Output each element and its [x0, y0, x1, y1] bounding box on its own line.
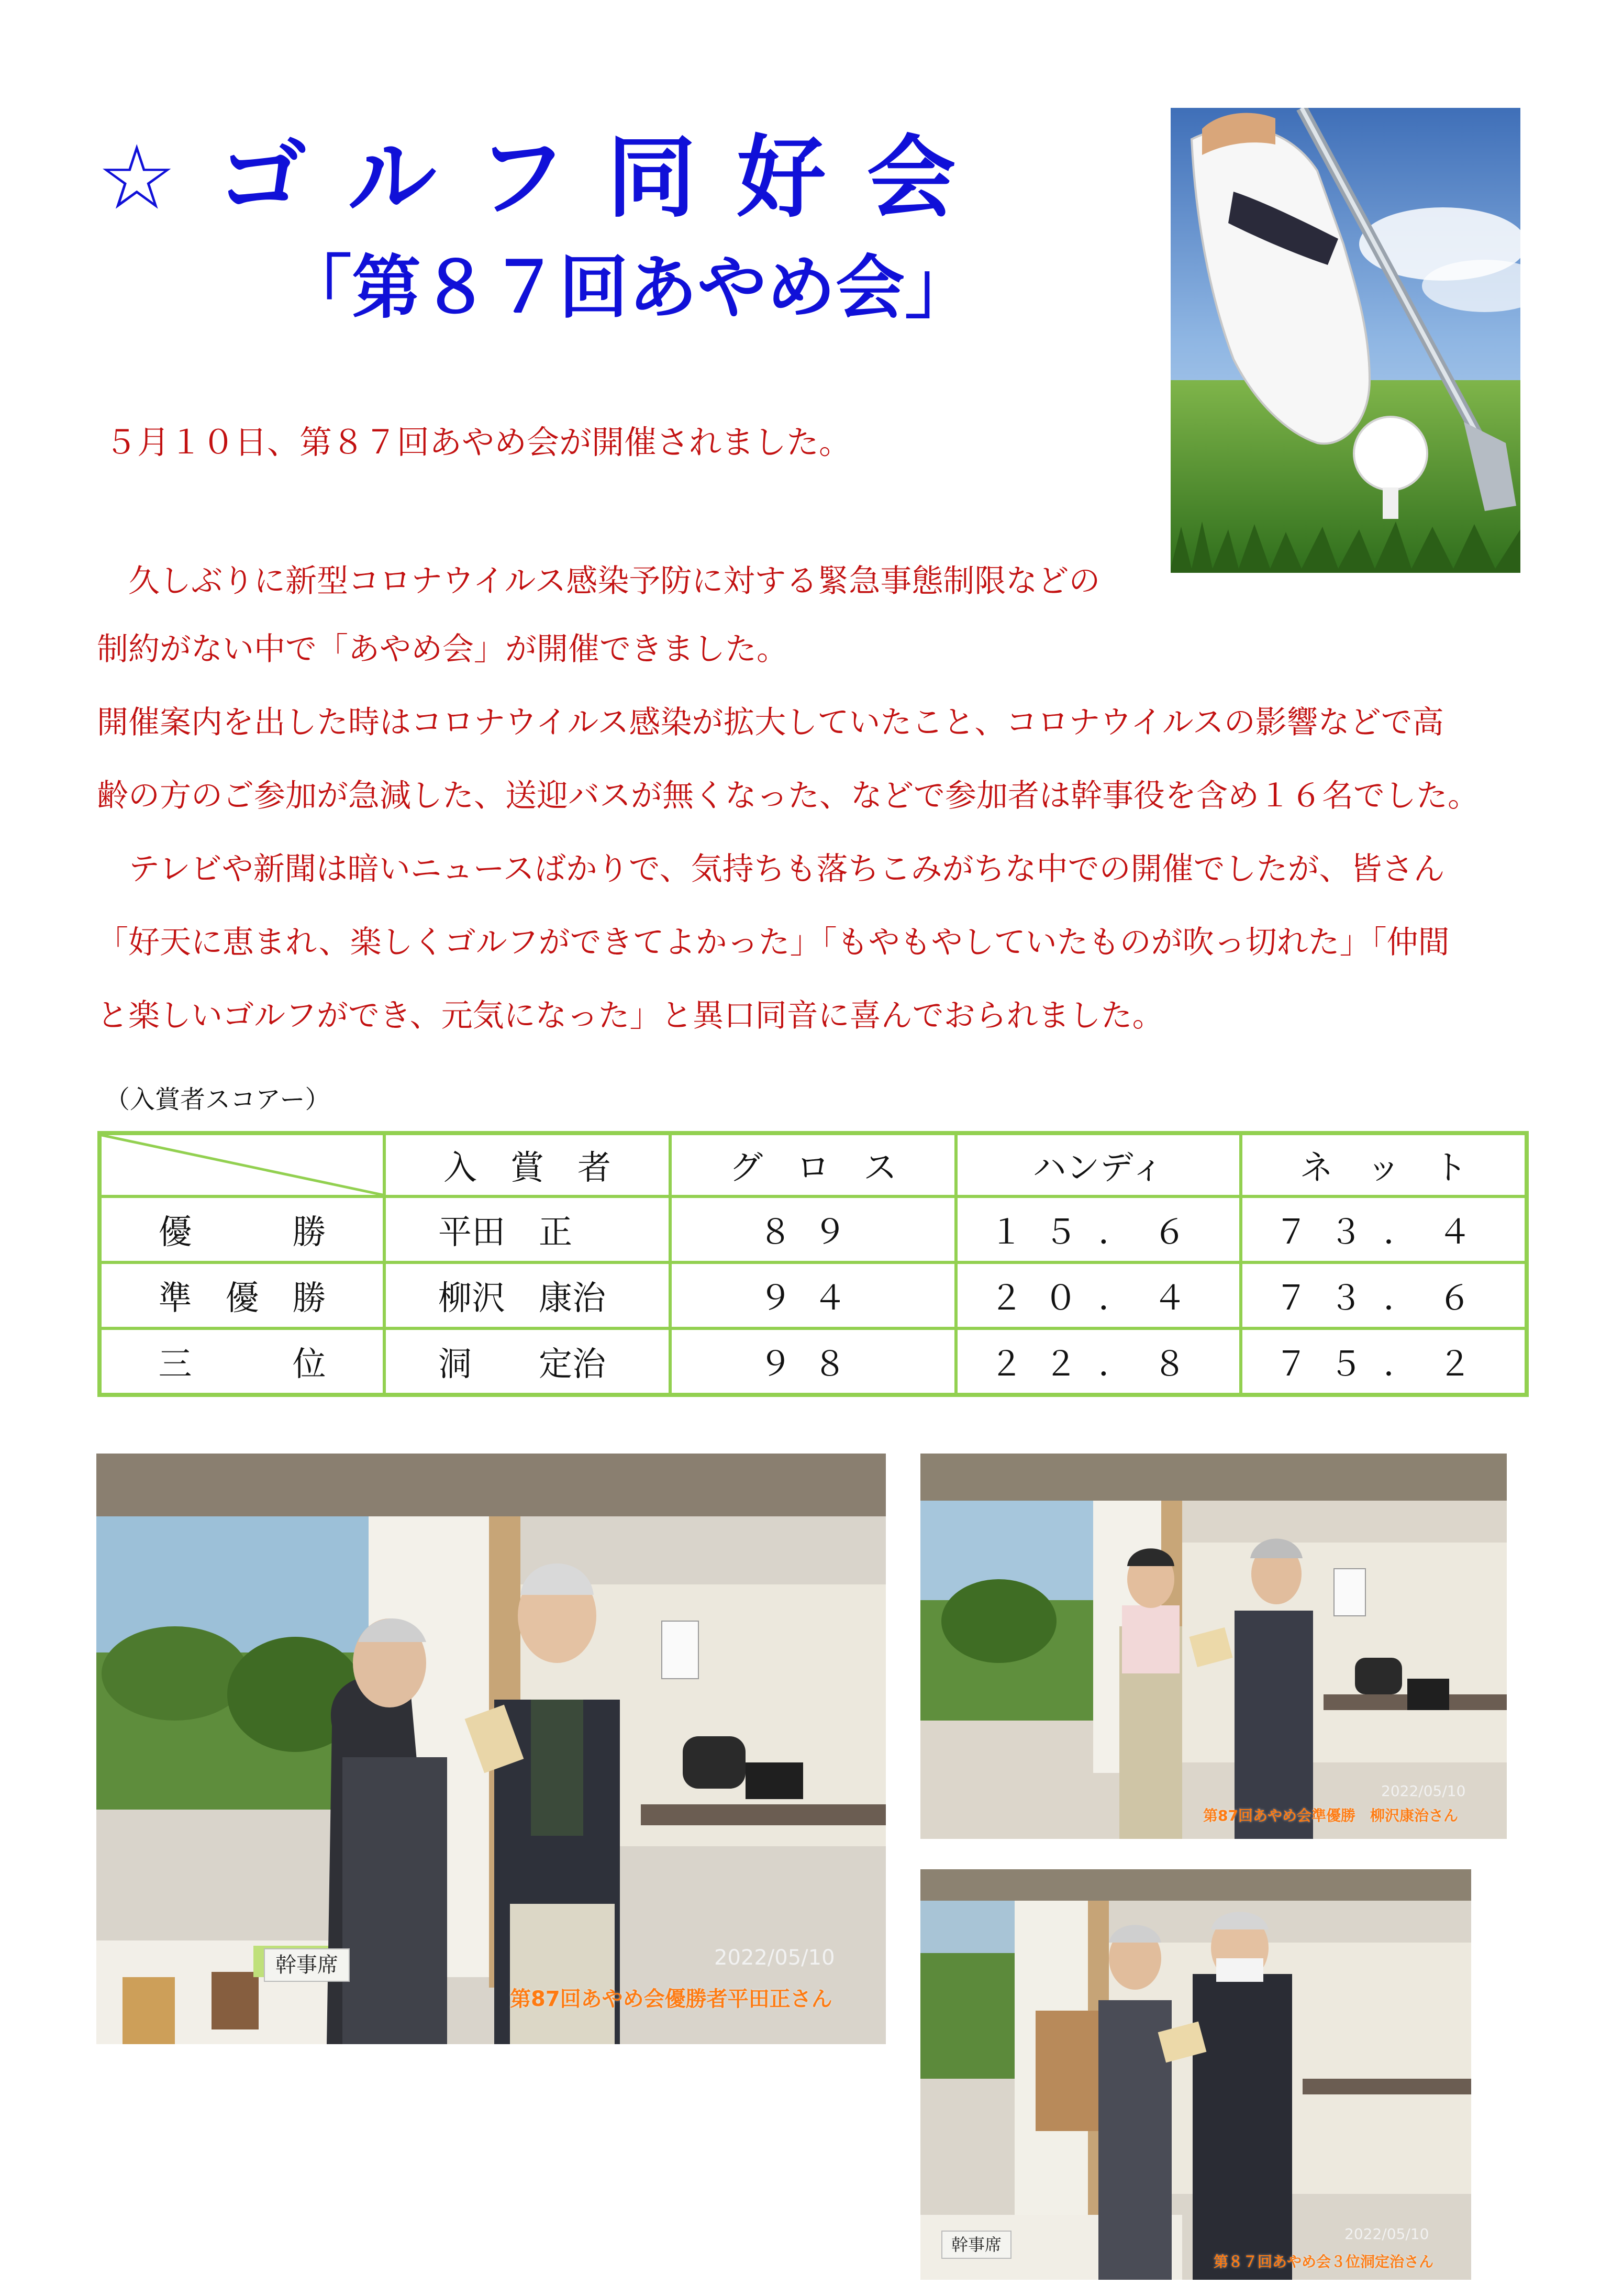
- table-header-row: [99, 1133, 1527, 1196]
- net-cell: ７５．２: [1241, 1328, 1527, 1395]
- name-cell: 柳沢 康治: [384, 1262, 670, 1328]
- rank-cell: 優 勝: [99, 1196, 384, 1262]
- rank-cell: 三 位: [99, 1328, 384, 1395]
- body-line-5: テレビや新聞は暗いニュースばかりで、気持ちも落ちこみがちな中での開催でしたが、皆さん: [97, 851, 1445, 888]
- header-handicap: ハンディ: [956, 1133, 1241, 1196]
- body-line-7: と楽しいゴルフができ、元気になった」と異口同音に喜んでおられました。: [97, 997, 1164, 1034]
- score-table: [97, 1131, 1529, 1397]
- photo-date: 2022/05/10: [714, 1946, 835, 1970]
- table-corner-cell: [99, 1133, 384, 1196]
- name-cell: 平田 正: [384, 1196, 670, 1262]
- handicap-cell: ２２．８: [956, 1328, 1241, 1395]
- name-plate: 幹事席: [941, 2231, 1011, 2259]
- handicap-cell: ２０．４: [956, 1262, 1241, 1328]
- runner-up-photo: [920, 1454, 1507, 1839]
- gross-cell: ８９: [670, 1196, 956, 1262]
- header-gross: グ ロ ス: [670, 1133, 956, 1196]
- header-winner: 入 賞 者: [384, 1133, 670, 1196]
- body-line-3: 開催案内を出した時はコロナウイルス感染が拡大していたこと、コロナウイルスの影響などで高: [97, 704, 1444, 741]
- gross-cell: ９８: [670, 1328, 956, 1395]
- body-line-1: 久しぶりに新型コロナウイルス感染予防に対する緊急事態制限などの: [97, 563, 1100, 600]
- photo-caption: 第87回あやめ会優勝者平田正さん: [510, 1987, 832, 2011]
- scores-caption: （入賞者スコアー）: [105, 1085, 330, 1114]
- net-cell: ７３．４: [1241, 1196, 1527, 1262]
- lead-sentence: ５月１０日、第８７回あやめ会が開催されました。: [105, 423, 852, 461]
- table-row: [99, 1196, 1527, 1262]
- name-plate: 幹事席: [264, 1948, 350, 1982]
- body-line-6: 「好天に恵まれ、楽しくゴルフができてよかった」「もやもやしていたものが吹っ切れた」「仲間: [97, 924, 1450, 961]
- name-cell: 洞 定治: [384, 1328, 670, 1395]
- golf-hero-image: [1171, 108, 1520, 573]
- header-net: ネ ッ ト: [1241, 1133, 1527, 1196]
- body-line-2: 制約がない中で「あやめ会」が開催できました。: [97, 631, 788, 668]
- winner-photo: [96, 1454, 886, 2044]
- photo-date: 2022/05/10: [1344, 2225, 1429, 2243]
- rank-cell: 準 優 勝: [99, 1262, 384, 1328]
- handicap-cell: １５．６: [956, 1196, 1241, 1262]
- gross-cell: ９４: [670, 1262, 956, 1328]
- photo-caption: 第８７回あやめ会３位洞定治さん: [1214, 2253, 1434, 2270]
- event-subtitle: 「第８７回あやめ会」: [283, 248, 974, 328]
- net-cell: ７３．６: [1241, 1262, 1527, 1328]
- photo-date: 2022/05/10: [1381, 1782, 1466, 1800]
- table-row: [99, 1262, 1527, 1328]
- body-line-4: 齢の方のご参加が急減した、送迎バスが無くなった、などで参加者は幹事役を含め１６名でした。: [97, 778, 1479, 814]
- page-title: ☆ゴルフ同好会: [97, 126, 997, 230]
- third-place-photo: [920, 1869, 1471, 2280]
- table-row: [99, 1328, 1527, 1395]
- photo-caption: 第87回あやめ会準優勝 柳沢康治さん: [1203, 1807, 1458, 1824]
